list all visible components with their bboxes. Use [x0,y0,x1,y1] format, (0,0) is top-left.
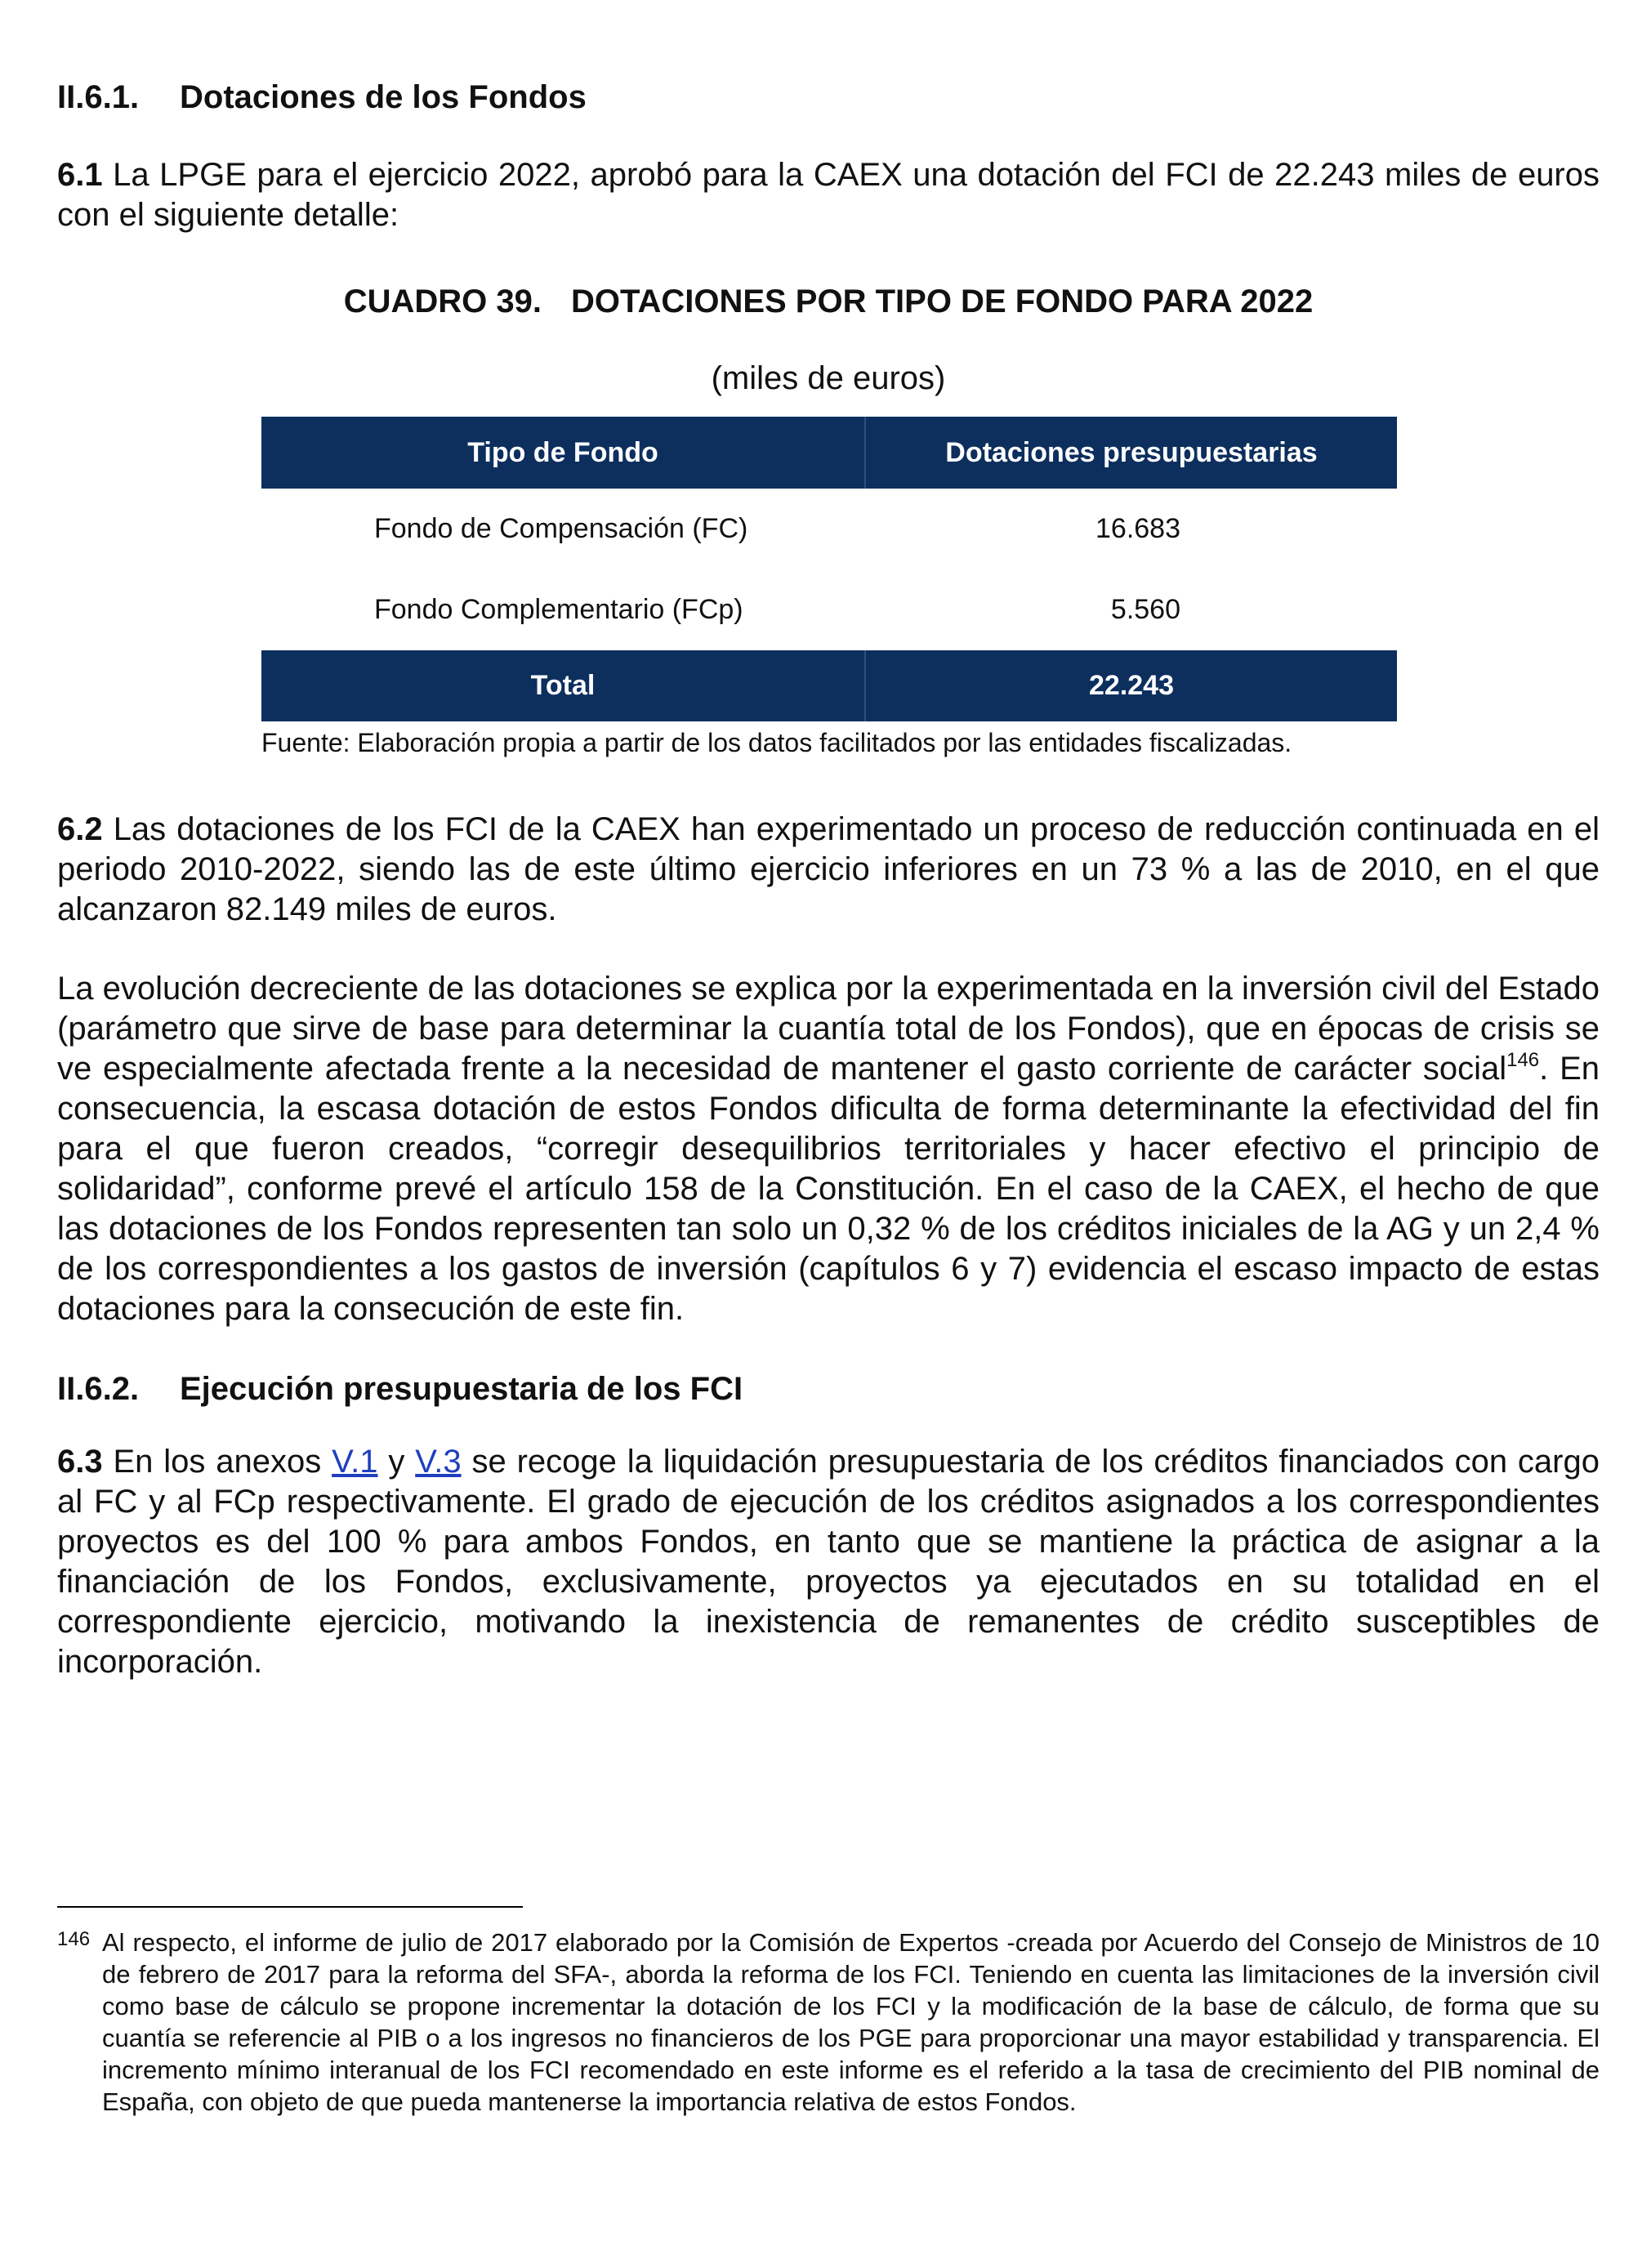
paragraph-6-2 [57,810,1600,930]
section-heading-dotaciones [57,75,1600,119]
table-row [261,489,1397,569]
footnote-number: 146 [57,1928,91,1950]
paragraph-text: y [377,1444,416,1480]
section-title: Ejecución presupuestaria de los FCI [180,1371,743,1407]
paragraph-text: Las dotaciones de los FCI de la CAEX han experimentado un proceso de reducción continuada en el periodo 2010-2022, siendo las de este último ejercicio inferiores en un 73 % a las de 2010, en el que alcanzaron 82.149 miles de euros. [57,811,1600,927]
table-header-tipo: Tipo de Fondo [261,417,865,489]
paragraph-text: se recoge la liquidación presupuestaria de los créditos financiados con cargo al FC y al FCp respectivamente. El grado de ejecución de los créditos asignados a los correspondientes proyectos es del 100 % para ambos Fondos, en tanto que se mantiene la práctica de asignar a la financiación de los Fondos, exclusivamente, proyectos ya ejecutados en su totalidad en el correspondiente ejercicio, motivando la inexistencia de remanentes de crédito susceptibles de incorporación. [57,1444,1600,1680]
section-title: Dotaciones de los Fondos [180,79,587,115]
paragraph-6-3 [57,1442,1600,1682]
paragraph-6-2-continued [57,969,1600,1329]
paragraph-text: En los anexos [102,1444,332,1480]
table-cell-label: Fondo Complementario (FCp) [374,594,743,625]
page-content [57,75,1600,1682]
table-source: Fuente: Elaboración propia a partir de los datos facilitados por las entidades fiscalizadas. [261,728,1292,757]
paragraph-6-1 [57,155,1600,235]
table-cell-value: 5.560 [1110,594,1180,625]
table-row [261,569,1397,650]
paragraph-text: La evolución decreciente de las dotaciones se explica por la experimentada en la inversión civil del Estado (parámetro que sirve de base para determinar la cuantía total de los Fondos), que en épocas de crisis se ve especialmente afectada frente a la necesidad de mantener el gasto corriente de carácter social [57,971,1600,1087]
table-container [261,417,1397,759]
section-number: II.6.1. [57,79,140,115]
annex-link-v3[interactable]: V.3 [415,1444,462,1480]
footnote-reference[interactable]: 146 [1506,1049,1540,1071]
table-header-row [261,417,1397,489]
dotaciones-table [261,417,1397,721]
section-heading-ejecucion [57,1367,1600,1411]
table-unit: (miles de euros) [711,360,946,396]
table-total-value: 22.243 [865,650,1397,721]
paragraph-number: 6.2 [57,811,103,847]
paragraph-number: 6.1 [57,157,103,193]
table-cell-label: Fondo de Compensación (FC) [374,513,748,544]
footnote-text: Al respecto, el informe de julio de 2017 elaborado por la Comisión de Expertos -creada por Acuerdo del Consejo de Ministros de 10 de febrero de 2017 para la reforma del SFA-, aborda la reforma de los FCI. Teniendo en cuenta las limitaciones de la inversión civil como base de cálculo se propone incrementar la dotación de los FCI y la modificación de la base de cálculo, de forma que su cuantía se referencie al PIB o a los ingresos no financieros de los PGE para proporcionar una mayor estabilidad y transparencia. El incremento mínimo interanual de los FCI recomendado en este informe es el referido a la tasa de crecimiento del PIB nominal de España, con objeto de que pueda mantenerse la importancia relativa de estos Fondos. [102,1928,1600,2116]
table-header-dotaciones: Dotaciones presupuestarias [865,417,1397,489]
table-title-text: DOTACIONES POR TIPO DE FONDO PARA 2022 [570,284,1314,319]
annex-link-v1[interactable]: V.1 [332,1444,378,1480]
table-cell-value: 16.683 [1095,513,1180,544]
paragraph-text: La LPGE para el ejercicio 2022, aprobó para la CAEX una dotación del FCI de 22.243 miles de euros con el siguiente detalle: [57,157,1600,233]
paragraph-text: . En consecuencia, la escasa dotación de estos Fondos dificulta de forma determinante la efectividad del fin para el que fueron creados, “corregir desequilibrios territoriales y hacer efectivo el principio de solidaridad”, conforme prevé el artículo 158 de la Constitución. En el caso de la CAEX, el hecho de que las dotaciones de los Fondos representen tan solo un 0,32 % de los créditos iniciales de la AG y un 2,4 % de los correspondientes a los gastos de inversión (capítulos 6 y 7) evidencia el escaso impacto de estas dotaciones para la consecución de este fin. [57,1051,1600,1327]
section-number: II.6.2. [57,1371,140,1407]
table-title [57,279,1600,324]
table-total-label: Total [261,650,865,721]
table-cuadro-label: CUADRO 39. [343,284,542,319]
table-total-row [261,650,1397,721]
footnote-divider [57,1906,523,1908]
footnote [57,1926,1600,2118]
paragraph-number: 6.3 [57,1444,103,1480]
